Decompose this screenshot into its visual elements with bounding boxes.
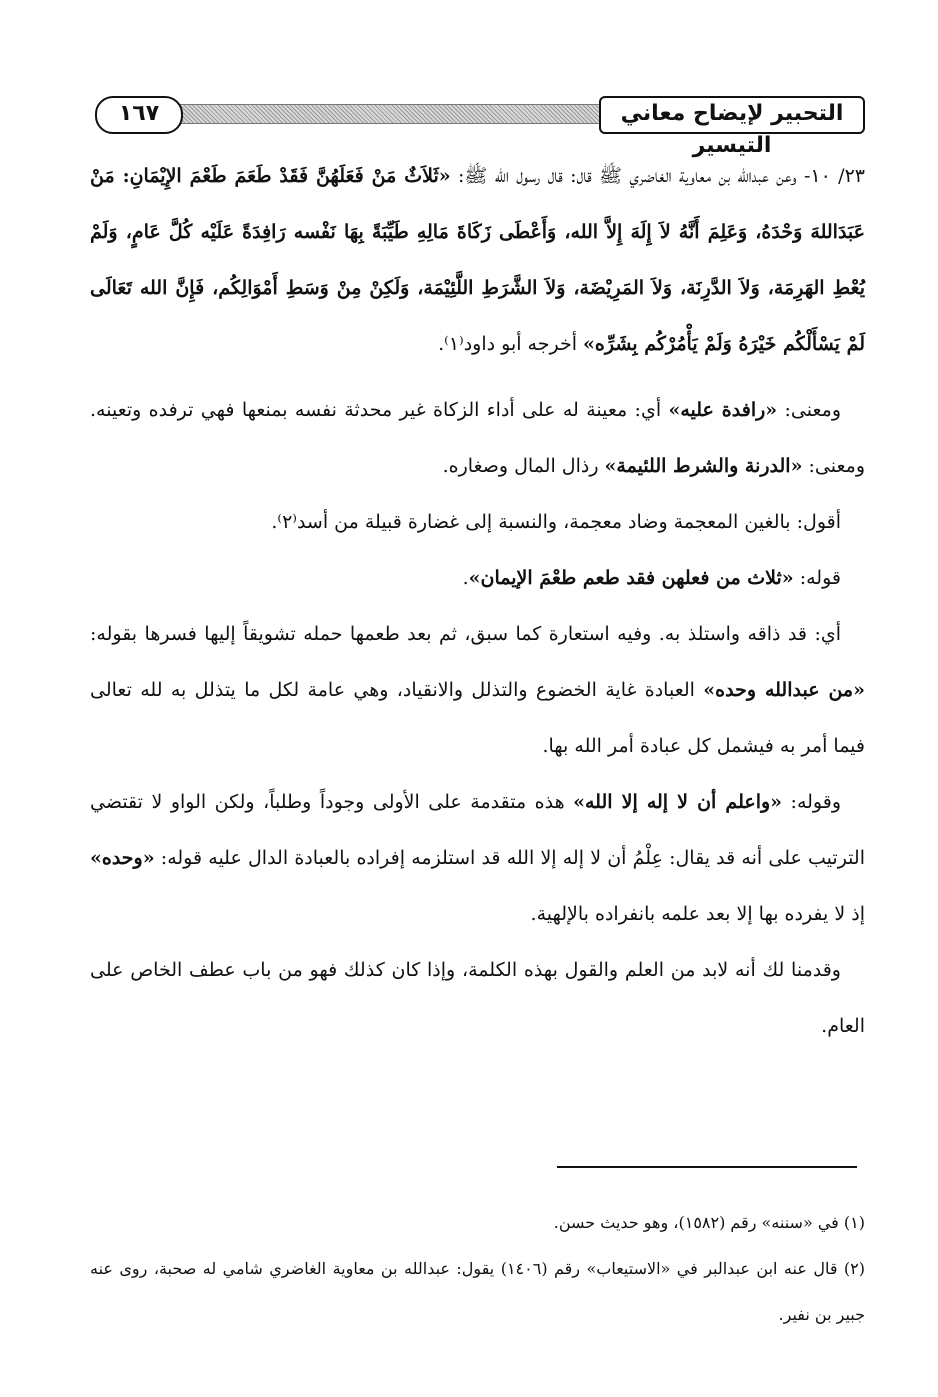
running-header bbox=[95, 96, 865, 158]
quoted-wahdahu: «وحده» bbox=[90, 847, 155, 869]
footnote-2: (٢) قال عنه ابن عبدالبر في «الاستيعاب» رقم (١٤٠٦) يقول: عبدالله بن معاوية الغاضري شامي له صحبة، روى عنه جبير بن نفير. bbox=[90, 1259, 865, 1324]
quoted-worship: «من عبدالله وحده» bbox=[703, 679, 865, 701]
term-rafida: «رافدة عليه» bbox=[668, 399, 778, 421]
hadith-source: أخرجه أبو داود⁽١⁾. bbox=[438, 333, 584, 355]
footnote-separator bbox=[557, 1166, 857, 1168]
quoted-phrase: «ثلاث من فعلهن فقد طعم طعْمَ الإيمان» bbox=[468, 567, 794, 589]
main-text bbox=[90, 148, 865, 1054]
meaning-paragraph: ومعنى: «رافدة عليه» أي: معينة له على أداء الزكاة غير محدثة نفسه بمنعها فهي ترفده وتعينه. ومعنى: «الدرنة والشرط اللئيمة» رذال المال وصغاره. bbox=[90, 399, 865, 477]
quoted-shahada: «واعلم أن لا إله إلا الله» bbox=[573, 791, 783, 813]
footnote-1: (١) في «سننه» رقم (١٥٨٢)، وهو حديث حسن. bbox=[553, 1213, 865, 1232]
closing-paragraph: وقدمنا لك أنه لابد من العلم والقول بهذه الكلمة، وإذا كان كذلك فهو من باب عطف الخاص على العام. bbox=[90, 959, 865, 1037]
footnotes bbox=[90, 1200, 865, 1338]
aqul-paragraph: أقول: بالغين المعجمة وضاد معجمة، والنسبة إلى غضارة قبيلة من أسد⁽٢⁾. bbox=[271, 511, 841, 533]
tawhid-paragraph: وقوله: «واعلم أن لا إله إلا الله» هذه متقدمة على الأولى وجوداً وطلباً، ولكن الواو لا تقتضي الترتيب على أنه قد يقال: عِلْمُ أن لا إله إلا الله قد استلزمه إفراده بالعبادة الدال عليه قوله: «وحده» إذ لا يفرده بها إلا بعد علمه بانفراده بالإلهية. bbox=[90, 791, 865, 925]
term-darina: «الدرنة والشرط اللئيمة» bbox=[604, 455, 803, 477]
qawluhu-paragraph: قوله: «ثلاث من فعلهن فقد طعم طعْمَ الإيمان». bbox=[462, 567, 841, 589]
hadith-paragraph bbox=[90, 148, 865, 372]
hadith-text: «ثَلاَثٌ مَنْ فَعَلَهُنَّ فَقَدْ طَعَمَ طَعْمَ الإِيْمَانِ: مَنْ عَبَدَاللهَ وَحْدَهُ، وَعَلِمَ أَنَّهُ لاَ إِلَهَ إِلاَّ الله، وَأَعْطَى زَكَاةَ مَالِهِ طَيِّبَةً بِهَا نَفْسه رَافِدَةً عَلَيْه كُلَّ عَامٍ، وَلَمْ يُعْطِ الهَرِمَة، وَلاَ الدَّرِنَة، وَلاَ المَرِيْضَة، وَلاَ الشَّرَطِ اللَّئِيْمَة، وَلَكِنْ مِنْ وَسَطِ أَمْوَالِكُم، فَإِنَّ الله تَعَالَى لَمْ يَسْأَلْكُم خَيْرَهُ وَلَمْ يَأْمُرْكُم بِشَرِّه» bbox=[90, 165, 865, 355]
book-title: التحبير لإيضاح معاني التيسير bbox=[599, 96, 865, 134]
page-number: ١٦٧ bbox=[95, 96, 183, 134]
hadith-intro: ٢٣/ ١٠- وعن عبدالله بن معاوية الغاضري ﷺ قال: قال رسول الله ﷺ: bbox=[450, 165, 865, 187]
explanation-paragraph: أي: قد ذاقه واستلذ به. وفيه استعارة كما سبق، ثم بعد طعمها حمله تشويقاً إليها فسرها بقوله: «من عبدالله وحده» العبادة غاية الخضوع والتذلل والانقياد، وهي عامة لكل ما يتذلل به لله تعالى فيما أمر به فيشمل كل عبادة أمر الله بها. bbox=[90, 623, 865, 757]
